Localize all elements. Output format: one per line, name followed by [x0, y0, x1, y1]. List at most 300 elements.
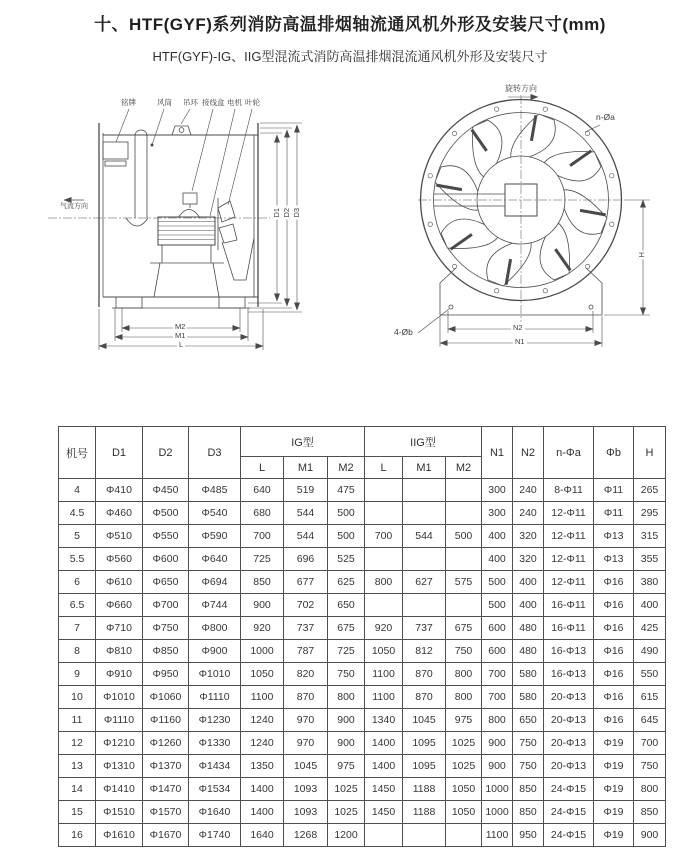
dim-label-l: L [179, 340, 184, 349]
table-cell: 544 [284, 502, 328, 525]
table-cell: Φ13 [594, 525, 634, 548]
table-cell: 9 [59, 663, 96, 686]
table-row [59, 732, 666, 755]
table-cell: Φ16 [594, 617, 634, 640]
table-cell: 16-Φ13 [544, 640, 594, 663]
table-cell: 1050 [446, 801, 482, 824]
table-cell: 975 [446, 709, 482, 732]
col-header-h: H [634, 427, 666, 479]
table-cell: Φ1260 [143, 732, 189, 755]
table-cell: 15 [59, 801, 96, 824]
table-cell: 970 [284, 732, 328, 755]
col-header-phib: Φb [594, 427, 634, 479]
table-cell [446, 824, 482, 847]
table-cell: Φ540 [189, 502, 241, 525]
front-view-diagram [388, 85, 698, 367]
table-cell: 500 [482, 594, 513, 617]
table-cell [365, 479, 403, 502]
table-cell: 480 [513, 640, 544, 663]
table-cell: 950 [513, 824, 544, 847]
dim-label-m1: M1 [175, 331, 186, 340]
table-cell: Φ16 [594, 686, 634, 709]
table-cell [365, 548, 403, 571]
table-cell: 525 [328, 548, 365, 571]
table-cell: 12-Φ11 [544, 502, 594, 525]
table-cell [446, 594, 482, 617]
table-cell: 580 [513, 663, 544, 686]
col-header-iig-m2: M2 [446, 457, 482, 479]
table-cell: 800 [328, 686, 365, 709]
table-cell: 615 [634, 686, 666, 709]
table-cell: 240 [513, 502, 544, 525]
table-cell: 725 [328, 640, 365, 663]
part-label-duct: 风筒 [157, 98, 172, 107]
table-cell: 24-Φ15 [544, 824, 594, 847]
table-cell: 1000 [482, 801, 513, 824]
table-cell: 295 [634, 502, 666, 525]
table-cell: 675 [328, 617, 365, 640]
table-cell: Φ850 [143, 640, 189, 663]
table-cell: 519 [284, 479, 328, 502]
table-cell: 625 [328, 571, 365, 594]
table-cell: Φ13 [594, 548, 634, 571]
table-cell: 725 [241, 548, 284, 571]
table-cell: 5 [59, 525, 96, 548]
table-cell: 800 [634, 778, 666, 801]
table-cell: 850 [634, 801, 666, 824]
table-cell: 1025 [328, 778, 365, 801]
col-header-unit: 机号 [59, 427, 96, 479]
dim-label-n1: N1 [515, 337, 525, 346]
table-cell: 580 [513, 686, 544, 709]
table-cell: 16-Φ11 [544, 594, 594, 617]
table-cell: Φ560 [96, 548, 143, 571]
table-cell: Φ16 [594, 663, 634, 686]
table-cell: 12-Φ11 [544, 571, 594, 594]
table-cell: 750 [634, 755, 666, 778]
table-cell: Φ485 [189, 479, 241, 502]
table-cell: 975 [328, 755, 365, 778]
table-cell: 24-Φ15 [544, 801, 594, 824]
dim-label-d1: D1 [272, 207, 282, 218]
table-cell: 1340 [365, 709, 403, 732]
junction-box [178, 193, 200, 218]
table-cell: Φ660 [96, 594, 143, 617]
table-cell: 645 [634, 709, 666, 732]
table-cell: 870 [403, 663, 446, 686]
table-cell: 8 [59, 640, 96, 663]
part-label-impeller: 叶轮 [245, 98, 260, 107]
dim-label-d2: D2 [282, 207, 292, 218]
table-cell: 1100 [241, 686, 284, 709]
table-cell: Φ550 [143, 525, 189, 548]
table-cell: 1045 [284, 755, 328, 778]
table-cell: 1050 [241, 663, 284, 686]
table-cell: 8-Φ11 [544, 479, 594, 502]
table-cell: Φ800 [189, 617, 241, 640]
table-cell: Φ16 [594, 594, 634, 617]
table-row [59, 709, 666, 732]
table-cell: 1400 [365, 755, 403, 778]
rotation-label: 旋转方向 [505, 84, 537, 93]
table-cell: 900 [634, 824, 666, 847]
table-cell: 240 [513, 479, 544, 502]
mounting-feet [112, 297, 250, 308]
side-view-drawing [32, 90, 367, 362]
table-cell: 1050 [446, 778, 482, 801]
table-cell: Φ19 [594, 778, 634, 801]
table-cell: 550 [634, 663, 666, 686]
front-view-drawing [388, 85, 698, 367]
table-cell: 702 [284, 594, 328, 617]
table-cell: Φ11 [594, 479, 634, 502]
table-cell: Φ510 [96, 525, 143, 548]
table-cell: 850 [241, 571, 284, 594]
table-cell: 1095 [403, 755, 446, 778]
table-cell: 1240 [241, 709, 284, 732]
table-cell [446, 502, 482, 525]
table-cell: 20-Φ13 [544, 709, 594, 732]
table-cell: 12-Φ11 [544, 525, 594, 548]
table-cell: 500 [446, 525, 482, 548]
table-cell: 650 [328, 594, 365, 617]
col-header-d2: D2 [143, 427, 189, 479]
col-header-ig-m1: M1 [284, 457, 328, 479]
table-cell: 677 [284, 571, 328, 594]
table-cell: 700 [482, 663, 513, 686]
table-cell [403, 594, 446, 617]
col-header-ig-l: L [241, 457, 284, 479]
table-cell: 700 [634, 732, 666, 755]
table-cell: 490 [634, 640, 666, 663]
table-cell: 300 [482, 479, 513, 502]
table-cell [403, 548, 446, 571]
table-cell: 1188 [403, 778, 446, 801]
table-cell: Φ19 [594, 824, 634, 847]
table-cell: 1188 [403, 801, 446, 824]
table-cell: 1095 [403, 732, 446, 755]
table-cell: 500 [482, 571, 513, 594]
table-cell: 16-Φ11 [544, 617, 594, 640]
table-cell [403, 502, 446, 525]
table-cell: 900 [241, 594, 284, 617]
part-label-nameplate: 铭牌 [121, 98, 136, 107]
table-cell: 750 [513, 732, 544, 755]
table-cell: Φ910 [96, 663, 143, 686]
table-cell: 970 [284, 709, 328, 732]
table-cell: Φ1470 [143, 778, 189, 801]
table-cell: 7 [59, 617, 96, 640]
table-cell: 920 [241, 617, 284, 640]
table-cell: Φ600 [143, 548, 189, 571]
table-cell: 820 [284, 663, 328, 686]
table-cell: 870 [284, 686, 328, 709]
impeller [218, 198, 237, 250]
table-cell: 800 [446, 686, 482, 709]
table-cell: Φ16 [594, 571, 634, 594]
table-cell: Φ1740 [189, 824, 241, 847]
table-cell: Φ1010 [96, 686, 143, 709]
table-row [59, 502, 666, 525]
table-cell: 640 [241, 479, 284, 502]
table-cell: 5.5 [59, 548, 96, 571]
table-cell: 320 [513, 525, 544, 548]
table-cell: 425 [634, 617, 666, 640]
part-label-lifting-ring: 吊环 [183, 98, 198, 107]
table-cell: Φ410 [96, 479, 143, 502]
table-cell: Φ750 [143, 617, 189, 640]
table-cell: Φ1110 [189, 686, 241, 709]
table-cell: 380 [634, 571, 666, 594]
table-cell: 787 [284, 640, 328, 663]
table-cell: 900 [328, 709, 365, 732]
table-cell [403, 824, 446, 847]
table-cell: 1400 [241, 778, 284, 801]
table-cell: 1350 [241, 755, 284, 778]
table-cell: 1450 [365, 778, 403, 801]
table-cell: 850 [513, 801, 544, 824]
table-cell: Φ1060 [143, 686, 189, 709]
col-header-n2: N2 [513, 427, 544, 479]
table-cell: 1450 [365, 801, 403, 824]
table-cell: Φ700 [143, 594, 189, 617]
table-cell: 1093 [284, 801, 328, 824]
col-header-iig-l: L [365, 457, 403, 479]
table-row [59, 755, 666, 778]
table-cell: 1100 [365, 686, 403, 709]
table-row [59, 479, 666, 502]
table-cell: 475 [328, 479, 365, 502]
page-subtitle: HTF(GYF)-IG、IIG型混流式消防高温排烟混流通风机外形及安装尺寸 [152, 49, 548, 64]
table-cell: Φ1210 [96, 732, 143, 755]
table-cell: 400 [634, 594, 666, 617]
table-cell: Φ1570 [143, 801, 189, 824]
part-label-junction-box: 接线盒 [202, 98, 225, 107]
table-cell: 750 [328, 663, 365, 686]
table-cell: Φ650 [143, 571, 189, 594]
table-cell: Φ610 [96, 571, 143, 594]
table-cell [365, 502, 403, 525]
table-cell: 800 [365, 571, 403, 594]
table-cell: 600 [482, 617, 513, 640]
table-cell: 265 [634, 479, 666, 502]
col-header-n1: N1 [482, 427, 513, 479]
table-cell: 750 [513, 755, 544, 778]
table-cell: Φ16 [594, 709, 634, 732]
table-cell: 6.5 [59, 594, 96, 617]
table-cell: Φ694 [189, 571, 241, 594]
col-header-d3: D3 [189, 427, 241, 479]
table-cell: 400 [513, 571, 544, 594]
table-cell: 1093 [284, 778, 328, 801]
table-cell: 4.5 [59, 502, 96, 525]
table-cell: 700 [365, 525, 403, 548]
table-cell: 737 [284, 617, 328, 640]
table-cell: Φ590 [189, 525, 241, 548]
table-cell: 16 [59, 824, 96, 847]
col-group-iig: IIG型 [365, 427, 482, 457]
table-cell: 24-Φ15 [544, 778, 594, 801]
table-cell: Φ19 [594, 801, 634, 824]
table-cell [365, 824, 403, 847]
page-title: 十、HTF(GYF)系列消防高温排烟轴流通风机外形及安装尺寸(mm) [94, 15, 606, 34]
table-row [59, 571, 666, 594]
dim-label-m2: M2 [175, 322, 186, 331]
table-cell: Φ16 [594, 640, 634, 663]
col-header-d1: D1 [96, 427, 143, 479]
table-row [59, 824, 666, 847]
table-cell: 800 [482, 709, 513, 732]
table-cell: 1400 [241, 801, 284, 824]
table-cell: Φ19 [594, 732, 634, 755]
table-cell: 16-Φ13 [544, 663, 594, 686]
table-cell: 12 [59, 732, 96, 755]
table-cell: 1640 [241, 824, 284, 847]
table-cell: 812 [403, 640, 446, 663]
table-cell: 400 [482, 525, 513, 548]
table-cell: Φ1410 [96, 778, 143, 801]
dim-label-h: H [636, 252, 646, 258]
table-cell [446, 548, 482, 571]
table-cell: 13 [59, 755, 96, 778]
table-row [59, 778, 666, 801]
table-cell: 1100 [365, 663, 403, 686]
table-cell: 1000 [482, 778, 513, 801]
table-cell: 1240 [241, 732, 284, 755]
table-cell: 355 [634, 548, 666, 571]
table-cell: 400 [482, 548, 513, 571]
table-cell: 575 [446, 571, 482, 594]
table-cell: 500 [328, 525, 365, 548]
table-cell: 600 [482, 640, 513, 663]
table-cell: 920 [365, 617, 403, 640]
table-cell: Φ11 [594, 502, 634, 525]
diffuser-cone [222, 238, 254, 280]
table-cell: Φ1610 [96, 824, 143, 847]
flange-holes-label: n-Øa [596, 112, 615, 122]
table-cell: Φ1010 [189, 663, 241, 686]
col-group-ig: IG型 [241, 427, 365, 457]
table-cell: 700 [241, 525, 284, 548]
table-cell: 650 [513, 709, 544, 732]
table-cell: 900 [482, 732, 513, 755]
table-cell: 1268 [284, 824, 328, 847]
table-cell: 1025 [446, 732, 482, 755]
table-cell: Φ1110 [96, 709, 143, 732]
table-row [59, 640, 666, 663]
spec-table-body [59, 479, 666, 847]
table-cell: 696 [284, 548, 328, 571]
table-cell: Φ1670 [143, 824, 189, 847]
table-cell: Φ744 [189, 594, 241, 617]
airflow-label: 气流方向 [60, 203, 88, 210]
table-cell: 544 [403, 525, 446, 548]
table-cell: Φ1230 [189, 709, 241, 732]
table-cell: 320 [513, 548, 544, 571]
table-cell: 1200 [328, 824, 365, 847]
inlet-collar [126, 130, 148, 226]
table-cell: Φ1434 [189, 755, 241, 778]
table-cell: Φ810 [96, 640, 143, 663]
table-cell: 300 [482, 502, 513, 525]
table-cell: 1025 [328, 801, 365, 824]
table-cell: Φ950 [143, 663, 189, 686]
table-cell: Φ1640 [189, 801, 241, 824]
table-cell: 700 [482, 686, 513, 709]
table-cell: 500 [328, 502, 365, 525]
table-cell: 20-Φ13 [544, 755, 594, 778]
table-cell: 14 [59, 778, 96, 801]
table-cell: Φ1534 [189, 778, 241, 801]
table-cell [365, 594, 403, 617]
table-cell: Φ1160 [143, 709, 189, 732]
table-cell: 1400 [365, 732, 403, 755]
table-cell: 10 [59, 686, 96, 709]
table-row [59, 594, 666, 617]
table-cell: 750 [446, 640, 482, 663]
table-cell: Φ450 [143, 479, 189, 502]
table-row [59, 525, 666, 548]
table-cell: 1045 [403, 709, 446, 732]
table-cell: 627 [403, 571, 446, 594]
table-cell: 4 [59, 479, 96, 502]
dim-label-n2: N2 [513, 323, 523, 332]
motor [150, 217, 224, 297]
side-view-diagram [32, 90, 367, 362]
table-row [59, 801, 666, 824]
table-cell: 870 [403, 686, 446, 709]
col-header-iig-m1: M1 [403, 457, 446, 479]
table-cell: Φ1310 [96, 755, 143, 778]
table-cell: Φ640 [189, 548, 241, 571]
table-cell: Φ1510 [96, 801, 143, 824]
table-cell: 11 [59, 709, 96, 732]
table-cell: 20-Φ13 [544, 686, 594, 709]
table-cell: Φ1370 [143, 755, 189, 778]
table-cell: Φ710 [96, 617, 143, 640]
table-cell: 20-Φ13 [544, 732, 594, 755]
nameplate [103, 142, 128, 166]
part-leader-lines [116, 109, 252, 216]
table-cell: 680 [241, 502, 284, 525]
table-cell: 900 [328, 732, 365, 755]
dimension-table [58, 426, 666, 847]
table-cell: 315 [634, 525, 666, 548]
table-cell: Φ500 [143, 502, 189, 525]
table-cell: 544 [284, 525, 328, 548]
table-cell: 6 [59, 571, 96, 594]
table-cell: 400 [513, 594, 544, 617]
dim-label-d3: D3 [292, 207, 302, 218]
table-row [59, 686, 666, 709]
table-cell: 1050 [365, 640, 403, 663]
table-cell: 480 [513, 617, 544, 640]
table-cell: 12-Φ11 [544, 548, 594, 571]
table-cell: 737 [403, 617, 446, 640]
table-row [59, 663, 666, 686]
table-cell: 850 [513, 778, 544, 801]
col-header-na: n-Φa [544, 427, 594, 479]
table-row [59, 548, 666, 571]
table-cell [403, 479, 446, 502]
table-cell [446, 479, 482, 502]
table-cell: 675 [446, 617, 482, 640]
table-cell: Φ19 [594, 755, 634, 778]
lifting-lug [172, 126, 191, 135]
table-cell: 900 [482, 755, 513, 778]
col-header-ig-m2: M2 [328, 457, 365, 479]
table-cell: 1000 [241, 640, 284, 663]
